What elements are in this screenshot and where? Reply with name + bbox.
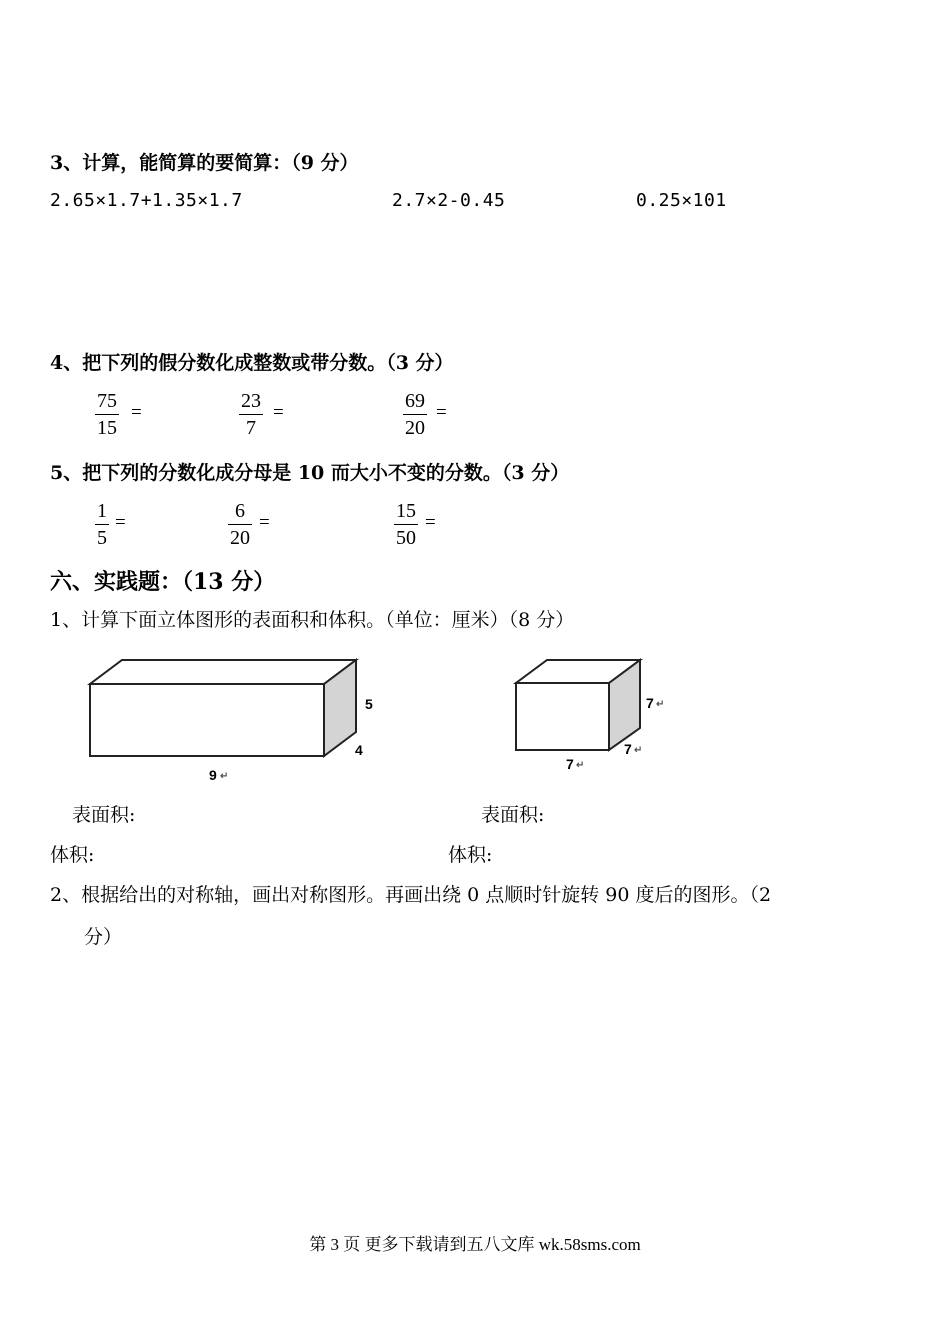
fraction-denominator: 50	[396, 527, 416, 549]
practice-question-2-line-1: 2、根据给出的对称轴，画出对称图形。再画出绕 0 点顺时针旋转 90 度后的图形。（2	[50, 884, 772, 906]
fraction-denominator: 20	[405, 417, 425, 439]
fraction-numerator: 6	[228, 498, 252, 525]
volume-label-2: 体积:	[448, 844, 493, 866]
q4-title: 4、把下列的假分数化成整数或带分数。（3 分）	[50, 352, 454, 374]
q5-fraction-3	[394, 498, 418, 551]
q4-fraction-3	[403, 388, 427, 441]
section-6-title: 六、实践题：（13 分）	[50, 569, 276, 595]
fraction-numerator: 75	[95, 388, 119, 415]
cuboid-1-height-label: 5	[365, 696, 373, 712]
q3-item-1: 2.65×1.7+1.35×1.7	[50, 190, 243, 211]
cuboid-1-length-label: 9	[209, 767, 217, 783]
cube-2-length-label: 7	[566, 756, 574, 772]
cuboid-figure-1	[78, 652, 388, 787]
cuboid-top-face	[90, 660, 356, 684]
fraction-numerator: 1	[95, 498, 109, 525]
cube-front-face	[516, 683, 609, 750]
equals-sign: =	[436, 402, 447, 423]
equals-sign: =	[131, 402, 142, 423]
q4-fraction-2	[239, 388, 263, 441]
q3-item-3: 0.25×101	[636, 190, 727, 211]
q5-fraction-2	[228, 498, 252, 551]
return-mark-icon: ↵	[634, 745, 643, 756]
cuboid-front-face	[90, 684, 324, 756]
q3-item-2: 2.7×2-0.45	[392, 190, 506, 211]
volume-label-1: 体积:	[50, 844, 95, 866]
q4-fraction-1	[95, 388, 119, 441]
fraction-numerator: 15	[394, 498, 418, 525]
cuboid-1-depth-label: 4	[355, 742, 363, 758]
fraction-denominator: 5	[97, 527, 107, 549]
cube-2-height-label: 7	[646, 695, 654, 711]
practice-question-1: 1、计算下面立体图形的表面积和体积。（单位：厘米）（8 分）	[50, 609, 575, 631]
q5-title: 5、把下列的分数化成分母是 10 而大小不变的分数。（3 分）	[50, 462, 570, 484]
fraction-numerator: 23	[239, 388, 263, 415]
fraction-numerator: 69	[403, 388, 427, 415]
q5-fraction-1	[95, 498, 109, 551]
surface-area-label-2: 表面积:	[481, 804, 545, 826]
fraction-denominator: 7	[246, 417, 256, 439]
surface-area-label-1: 表面积:	[72, 804, 136, 826]
fraction-denominator: 20	[230, 527, 250, 549]
equals-sign: =	[425, 512, 436, 533]
return-mark-icon: ↵	[656, 699, 665, 710]
equals-sign: =	[115, 512, 126, 533]
equals-sign: =	[273, 402, 284, 423]
equals-sign: =	[259, 512, 270, 533]
practice-question-2-line-2: 分）	[84, 926, 123, 948]
cube-figure-2	[508, 652, 683, 777]
fraction-denominator: 15	[97, 417, 117, 439]
cube-2-depth-label: 7	[624, 741, 632, 757]
return-mark-icon: ↵	[220, 771, 229, 782]
return-mark-icon: ↵	[576, 760, 585, 771]
q3-title: 3、计算，能简算的要简算：（9 分）	[50, 152, 359, 174]
page-footer: 第 3 页 更多下载请到五八文库 wk.58sms.com	[309, 1235, 641, 1254]
